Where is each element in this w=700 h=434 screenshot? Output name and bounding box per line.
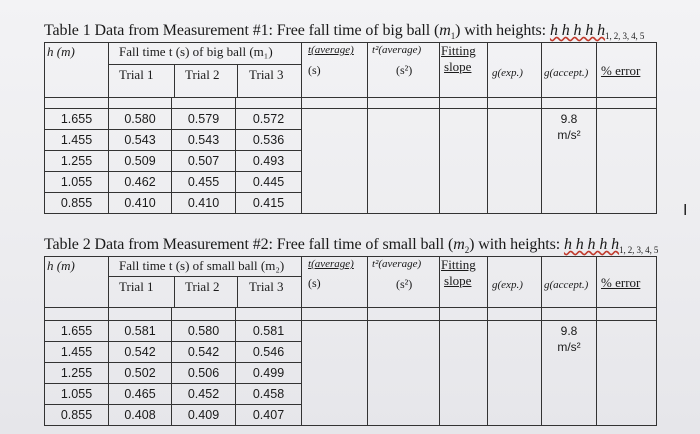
trial3-value: 0.581 [236, 321, 302, 342]
t-average-header-cell [302, 257, 368, 308]
fall-time-header-cell [109, 257, 302, 308]
h-value: 0.855 [45, 193, 109, 214]
t2-average-header: t²(average) [372, 258, 422, 270]
table2-caption: Table 2 Data from Measurement #2: Free fall time of small ball $(m_2)$ with heights: h h h h $h_{1, 2, 3, 4, 5}$ [44, 236, 659, 256]
trial2-value: 0.580 [172, 321, 236, 342]
trial2-value: 0.410 [172, 193, 236, 214]
g-accept-header-cell [542, 43, 597, 98]
percent-error-column [597, 321, 657, 426]
g-accept-column [542, 321, 597, 426]
t-average-header-cell [302, 43, 368, 98]
slope-header: slope [444, 273, 472, 288]
h-header-cell [45, 43, 109, 98]
trial3-value: 0.493 [236, 151, 302, 172]
t-average-unit: (s) [308, 63, 321, 77]
trial1-value: 0.543 [109, 130, 172, 151]
g-exp-header-cell [488, 257, 542, 308]
fall-time-header-cell [109, 43, 302, 98]
t-average-unit: (s) [308, 276, 321, 290]
trial2-value: 0.455 [172, 172, 236, 193]
slope-column [440, 109, 488, 214]
h-header: h (m) [47, 258, 75, 273]
h-value: 1.055 [45, 384, 109, 405]
trial2-value: 0.542 [172, 342, 236, 363]
trial2-value: 0.506 [172, 363, 236, 384]
g-exp-column [488, 109, 542, 214]
h-header: h (m) [47, 44, 75, 59]
trial3-value: 0.499 [236, 363, 302, 384]
g-accept-header-cell [542, 257, 597, 308]
trial2-value: 0.452 [172, 384, 236, 405]
h-value: 1.255 [45, 151, 109, 172]
g-exp-header: g(exp.) [492, 67, 523, 79]
g-accept-value: 9.8 [560, 324, 578, 338]
trial1-value: 0.408 [109, 405, 172, 426]
g-accept-unit: m/s² [557, 128, 581, 142]
text-cursor-icon: I [683, 202, 688, 219]
trial1-value: 0.542 [109, 342, 172, 363]
t2-average-header-cell [368, 43, 440, 98]
percent-error-header: % error [601, 63, 641, 78]
trial1-label: Trial 1 [119, 279, 154, 294]
trial1-value: 0.509 [109, 151, 172, 172]
percent-error-header: % error [601, 275, 641, 290]
g-accept-header: g(accept.) [544, 279, 589, 291]
t-average-column [302, 321, 368, 426]
trial1-value: 0.462 [109, 172, 172, 193]
fall-time-header: Fall time t (s) of big ball (m₁) [119, 44, 273, 59]
trial3-value: 0.546 [236, 342, 302, 363]
slope-header: slope [444, 59, 472, 74]
trial1-value: 0.410 [109, 193, 172, 214]
percent-error-header-cell [597, 257, 657, 308]
trial2-value: 0.409 [172, 405, 236, 426]
trial2-label: Trial 2 [185, 279, 220, 294]
fitting-header: Fitting [441, 43, 476, 58]
trial3-value: 0.536 [236, 130, 302, 151]
h-value: 1.455 [45, 342, 109, 363]
h-value: 1.455 [45, 130, 109, 151]
trial2-value: 0.543 [172, 130, 236, 151]
fitting-slope-header-cell [440, 257, 488, 308]
trial2-value: 0.579 [172, 109, 236, 130]
trial1-value: 0.502 [109, 363, 172, 384]
fitting-header: Fitting [441, 257, 476, 272]
g-accept-value: 9.8 [560, 112, 578, 126]
h-value: 1.655 [45, 109, 109, 130]
h-value: 1.655 [45, 321, 109, 342]
trial1-value: 0.581 [109, 321, 172, 342]
t2-average-header: t²(average) [372, 44, 422, 56]
g-accept-column [542, 109, 597, 214]
trial1-value: 0.465 [109, 384, 172, 405]
percent-error-column [597, 109, 657, 214]
t-average-header: t(average) [308, 258, 354, 270]
t2-average-header-cell [368, 257, 440, 308]
trial1-label: Trial 1 [119, 67, 154, 82]
trial3-value: 0.407 [236, 405, 302, 426]
table-row [45, 109, 657, 130]
g-exp-header: g(exp.) [492, 279, 523, 291]
table1 [44, 42, 657, 214]
trial1-value: 0.580 [109, 109, 172, 130]
h-value: 0.855 [45, 405, 109, 426]
trial3-value: 0.572 [236, 109, 302, 130]
table1-caption: Table 1 Data from Measurement #1: Free fall time of big ball $(m_1)$ with heights: h h h h $h_{1, 2, 3, 4, 5}$ [44, 22, 645, 42]
h-value: 1.055 [45, 172, 109, 193]
g-exp-header-cell [488, 43, 542, 98]
trial3-value: 0.445 [236, 172, 302, 193]
trial3-label: Trial 3 [249, 67, 284, 82]
trial3-value: 0.458 [236, 384, 302, 405]
percent-error-header-cell [597, 43, 657, 98]
t2-average-unit: (s²) [396, 277, 413, 291]
fall-time-header: Fall time t (s) of small ball (m₂) [119, 258, 285, 273]
t2-average-column [368, 109, 440, 214]
trial3-label: Trial 3 [249, 279, 284, 294]
g-accept-header: g(accept.) [544, 67, 589, 79]
trial2-value: 0.507 [172, 151, 236, 172]
h-value: 1.255 [45, 363, 109, 384]
t2-average-column [368, 321, 440, 426]
fitting-slope-header-cell [440, 43, 488, 98]
t-average-column [302, 109, 368, 214]
g-accept-unit: m/s² [557, 340, 581, 354]
g-exp-column [488, 321, 542, 426]
trial2-label: Trial 2 [185, 67, 220, 82]
table2 [44, 256, 657, 426]
h-header-cell [45, 257, 109, 308]
t2-average-unit: (s²) [396, 63, 413, 77]
t-average-header: t(average) [308, 44, 354, 56]
trial3-value: 0.415 [236, 193, 302, 214]
table-row [45, 321, 657, 342]
slope-column [440, 321, 488, 426]
